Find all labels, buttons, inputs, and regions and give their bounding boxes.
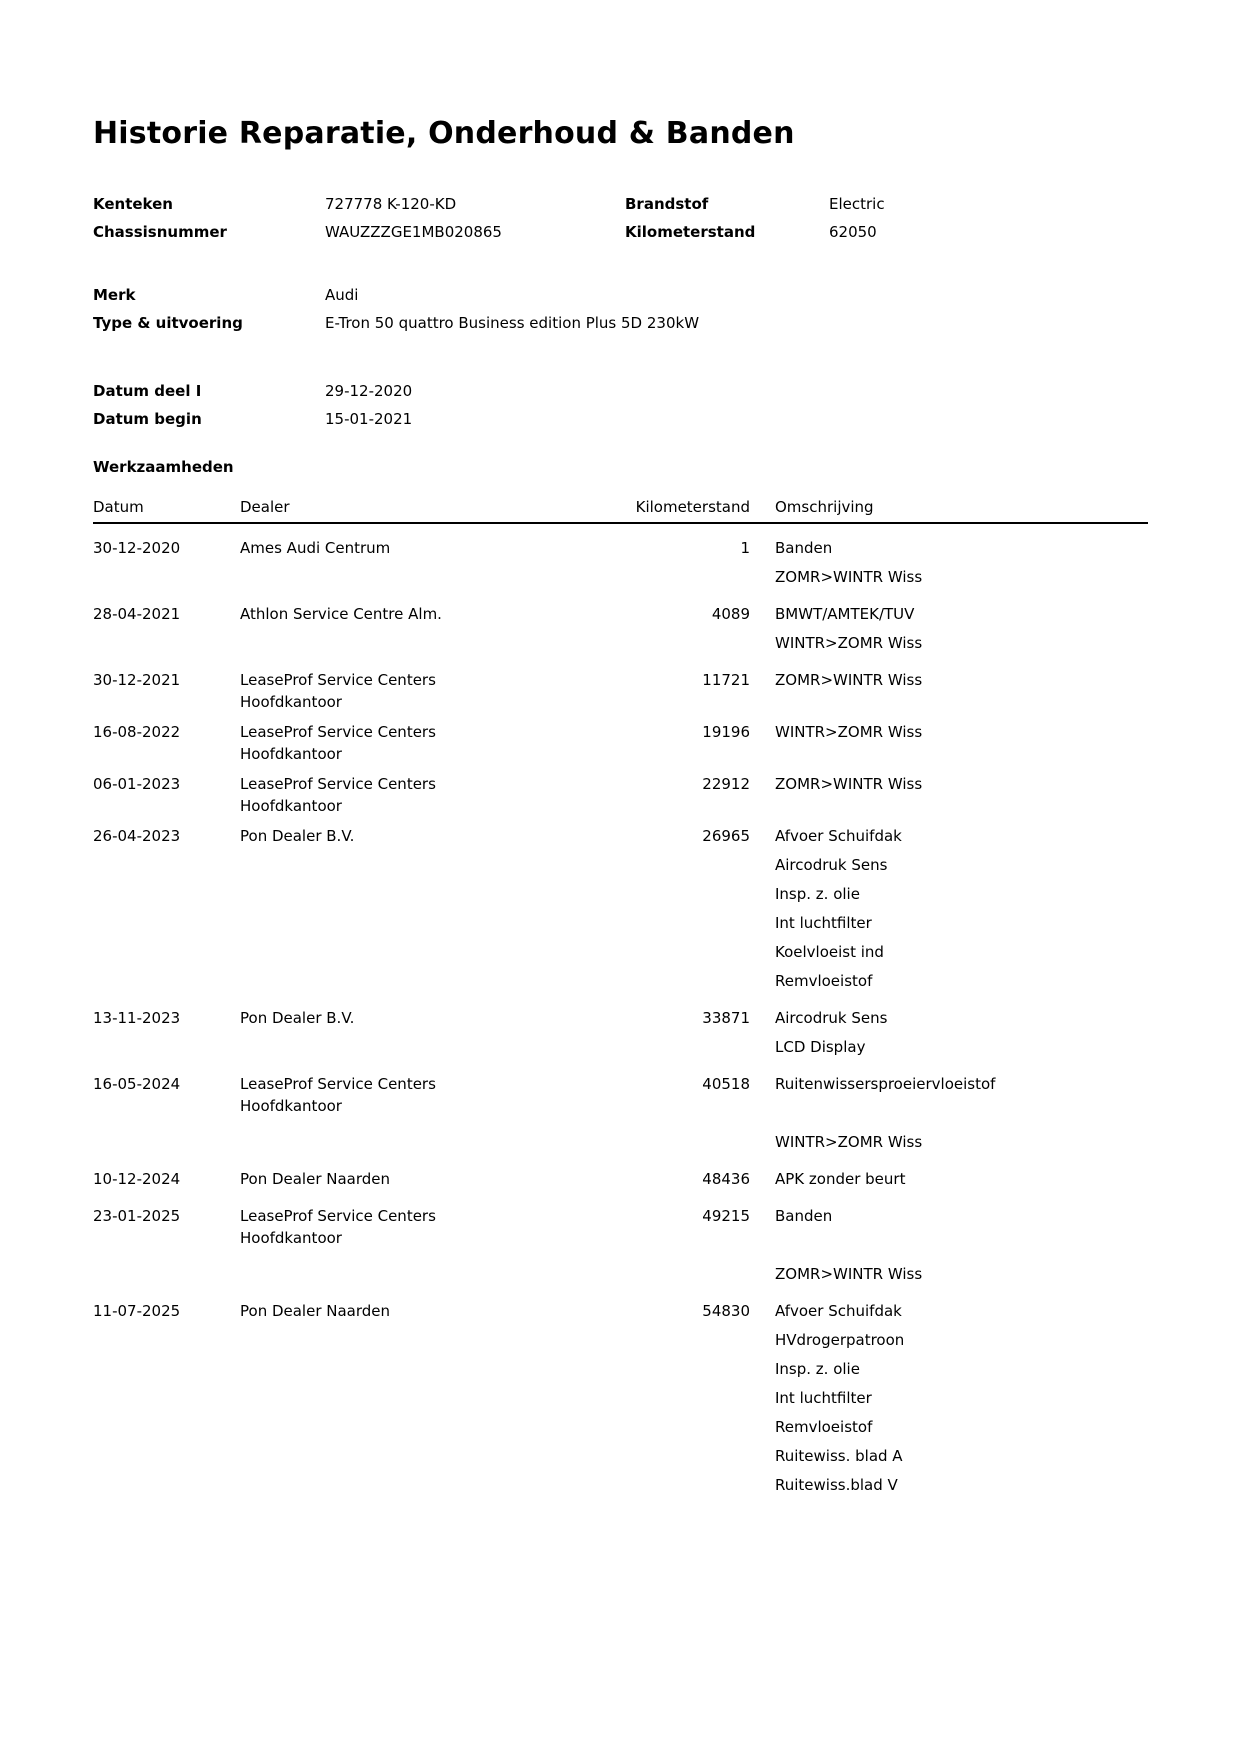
werk-row-datum: 10-12-2024 — [93, 1170, 181, 1188]
werk-row-datum: 16-08-2022 — [93, 723, 181, 741]
werk-row-datum: 11-07-2025 — [93, 1302, 181, 1320]
werk-row-omschrijving — [775, 669, 1148, 713]
omschrijving-line: ZOMR>WINTR Wiss — [775, 568, 923, 586]
omschrijving-line: HVdrogerpatroon — [775, 1331, 905, 1349]
werk-row-kilometerstand: 33871 — [702, 1009, 750, 1027]
werk-row-dealer: Pon Dealer Naarden — [240, 1170, 391, 1188]
merk-label: Merk — [93, 286, 136, 304]
datum-deel-i-value: 29-12-2020 — [325, 382, 413, 400]
dates-block — [93, 377, 1148, 433]
werk-row — [93, 669, 1148, 713]
chassisnummer-value: WAUZZZGE1MB020865 — [325, 223, 502, 241]
omschrijving-line: Ruitewiss. blad A — [775, 1447, 903, 1465]
werk-row — [93, 721, 1148, 765]
werk-row-dealer: Athlon Service Centre Alm. — [240, 605, 442, 623]
omschrijving-line: Remvloeistof — [775, 1418, 873, 1436]
werk-row-omschrijving — [775, 1205, 1148, 1292]
omschrijving-line: Remvloeistof — [775, 972, 873, 990]
werk-row-datum: 23-01-2025 — [93, 1207, 181, 1225]
werk-row-dealer: Pon Dealer B.V. — [240, 1009, 355, 1027]
werk-row-kilometerstand: 11721 — [702, 671, 750, 689]
column-header-datum: Datum — [93, 498, 144, 516]
werk-row-kilometerstand: 19196 — [702, 723, 750, 741]
omschrijving-line: BMWT/AMTEK/TUV — [775, 605, 915, 623]
omschrijving-line: Ruitewiss.blad V — [775, 1476, 898, 1494]
brandstof-value: Electric — [829, 195, 885, 213]
werk-row-omschrijving — [775, 825, 1148, 999]
row-gap — [750, 603, 775, 661]
kenteken-value: 727778 K-120-KD — [325, 195, 457, 213]
omschrijving-line: Afvoer Schuifdak — [775, 827, 902, 845]
omschrijving-blank-line — [775, 1234, 1148, 1263]
werk-row — [93, 773, 1148, 817]
column-header-omschrijving: Omschrijving — [775, 498, 874, 516]
werk-row-omschrijving — [775, 537, 1148, 595]
omschrijving-line: Banden — [775, 1207, 833, 1225]
werk-row-kilometerstand: 40518 — [702, 1075, 750, 1093]
werk-row — [93, 1300, 1148, 1503]
werk-row-datum: 30-12-2020 — [93, 539, 181, 557]
kilometerstand-label: Kilometerstand — [625, 223, 756, 241]
row-gap — [750, 773, 775, 817]
werk-row — [93, 1168, 1148, 1197]
kilometerstand-value: 62050 — [829, 223, 877, 241]
page-title: Historie Reparatie, Onderhoud & Banden — [93, 116, 795, 151]
werk-row — [93, 537, 1148, 595]
omschrijving-line: Aircodruk Sens — [775, 1009, 888, 1027]
werk-row — [93, 1205, 1148, 1292]
werkzaamheden-table-header — [93, 496, 1148, 524]
row-gap — [750, 825, 775, 999]
werk-row-datum: 16-05-2024 — [93, 1075, 181, 1093]
row-gap — [750, 1073, 775, 1160]
omschrijving-line: Banden — [775, 539, 833, 557]
datum-begin-label: Datum begin — [93, 410, 202, 428]
werk-row-datum: 30-12-2021 — [93, 671, 181, 689]
type-uitvoering-label: Type & uitvoering — [93, 314, 243, 332]
werk-row-omschrijving — [775, 1168, 1148, 1197]
werk-row-omschrijving — [775, 603, 1148, 661]
brandstof-label: Brandstof — [625, 195, 709, 213]
werk-row-datum: 26-04-2023 — [93, 827, 181, 845]
row-gap — [750, 721, 775, 765]
werk-row-kilometerstand: 4089 — [711, 605, 750, 623]
column-header-dealer: Dealer — [240, 498, 290, 516]
row-gap — [750, 1300, 775, 1503]
omschrijving-line: ZOMR>WINTR Wiss — [775, 775, 923, 793]
werk-row-dealer: Ames Audi Centrum — [240, 539, 391, 557]
werk-row-omschrijving — [775, 721, 1148, 765]
werk-row-datum: 06-01-2023 — [93, 775, 181, 793]
vehicle-id-block — [93, 190, 1148, 246]
vehicle-type-block — [93, 281, 1148, 337]
datum-deel-i-label: Datum deel I — [93, 382, 202, 400]
werk-row-dealer: LeaseProf Service Centers Hoofdkantoor — [240, 671, 436, 711]
omschrijving-line: ZOMR>WINTR Wiss — [775, 671, 923, 689]
werk-row-omschrijving — [775, 1073, 1148, 1160]
werk-row-omschrijving — [775, 773, 1148, 817]
werkzaamheden-section-title: Werkzaamheden — [93, 458, 234, 476]
werk-row-dealer: LeaseProf Service Centers Hoofdkantoor — [240, 1075, 436, 1115]
omschrijving-line: WINTR>ZOMR Wiss — [775, 634, 923, 652]
werk-row-dealer: LeaseProf Service Centers Hoofdkantoor — [240, 723, 436, 763]
merk-value: Audi — [325, 286, 359, 304]
omschrijving-blank-line — [775, 1102, 1148, 1131]
omschrijving-line: APK zonder beurt — [775, 1170, 906, 1188]
omschrijving-line: Insp. z. olie — [775, 885, 860, 903]
kenteken-label: Kenteken — [93, 195, 173, 213]
werk-row-kilometerstand: 49215 — [702, 1207, 750, 1225]
omschrijving-line: Aircodruk Sens — [775, 856, 888, 874]
omschrijving-line: Afvoer Schuifdak — [775, 1302, 902, 1320]
type-uitvoering-value: E-Tron 50 quattro Business edition Plus 5D 230kW — [325, 314, 700, 332]
werk-row — [93, 1073, 1148, 1160]
row-gap — [750, 1168, 775, 1197]
werk-row-dealer: Pon Dealer Naarden — [240, 1302, 391, 1320]
row-gap — [750, 537, 775, 595]
omschrijving-line: Int luchtfilter — [775, 1389, 872, 1407]
row-gap — [750, 1007, 775, 1065]
werk-row-kilometerstand: 48436 — [702, 1170, 750, 1188]
row-gap — [750, 669, 775, 713]
werk-row-kilometerstand: 1 — [740, 539, 750, 557]
column-header-kilometerstand: Kilometerstand — [635, 498, 750, 516]
werk-row-datum: 28-04-2021 — [93, 605, 181, 623]
omschrijving-line: Koelvloeist ind — [775, 943, 884, 961]
werk-row-omschrijving — [775, 1007, 1148, 1065]
omschrijving-line: WINTR>ZOMR Wiss — [775, 1133, 923, 1151]
datum-begin-value: 15-01-2021 — [325, 410, 413, 428]
omschrijving-line: Insp. z. olie — [775, 1360, 860, 1378]
row-gap — [750, 1205, 775, 1292]
chassisnummer-label: Chassisnummer — [93, 223, 227, 241]
werk-row — [93, 603, 1148, 661]
omschrijving-line: ZOMR>WINTR Wiss — [775, 1265, 923, 1283]
werk-row-datum: 13-11-2023 — [93, 1009, 181, 1027]
werk-row — [93, 1007, 1148, 1065]
werk-row-omschrijving — [775, 1300, 1148, 1503]
werk-row-dealer: LeaseProf Service Centers Hoofdkantoor — [240, 775, 436, 815]
werk-row-dealer: Pon Dealer B.V. — [240, 827, 355, 845]
omschrijving-line: Int luchtfilter — [775, 914, 872, 932]
omschrijving-line: LCD Display — [775, 1038, 866, 1056]
werk-row-kilometerstand: 22912 — [702, 775, 750, 793]
omschrijving-line: Ruitenwissersproeiervloeistof — [775, 1075, 996, 1093]
werk-row-dealer: LeaseProf Service Centers Hoofdkantoor — [240, 1207, 436, 1247]
header-gap — [750, 496, 775, 518]
werk-row-kilometerstand: 26965 — [702, 827, 750, 845]
werk-row — [93, 825, 1148, 999]
werkzaamheden-rows — [93, 537, 1148, 1511]
werk-row-kilometerstand: 54830 — [702, 1302, 750, 1320]
omschrijving-line: WINTR>ZOMR Wiss — [775, 723, 923, 741]
